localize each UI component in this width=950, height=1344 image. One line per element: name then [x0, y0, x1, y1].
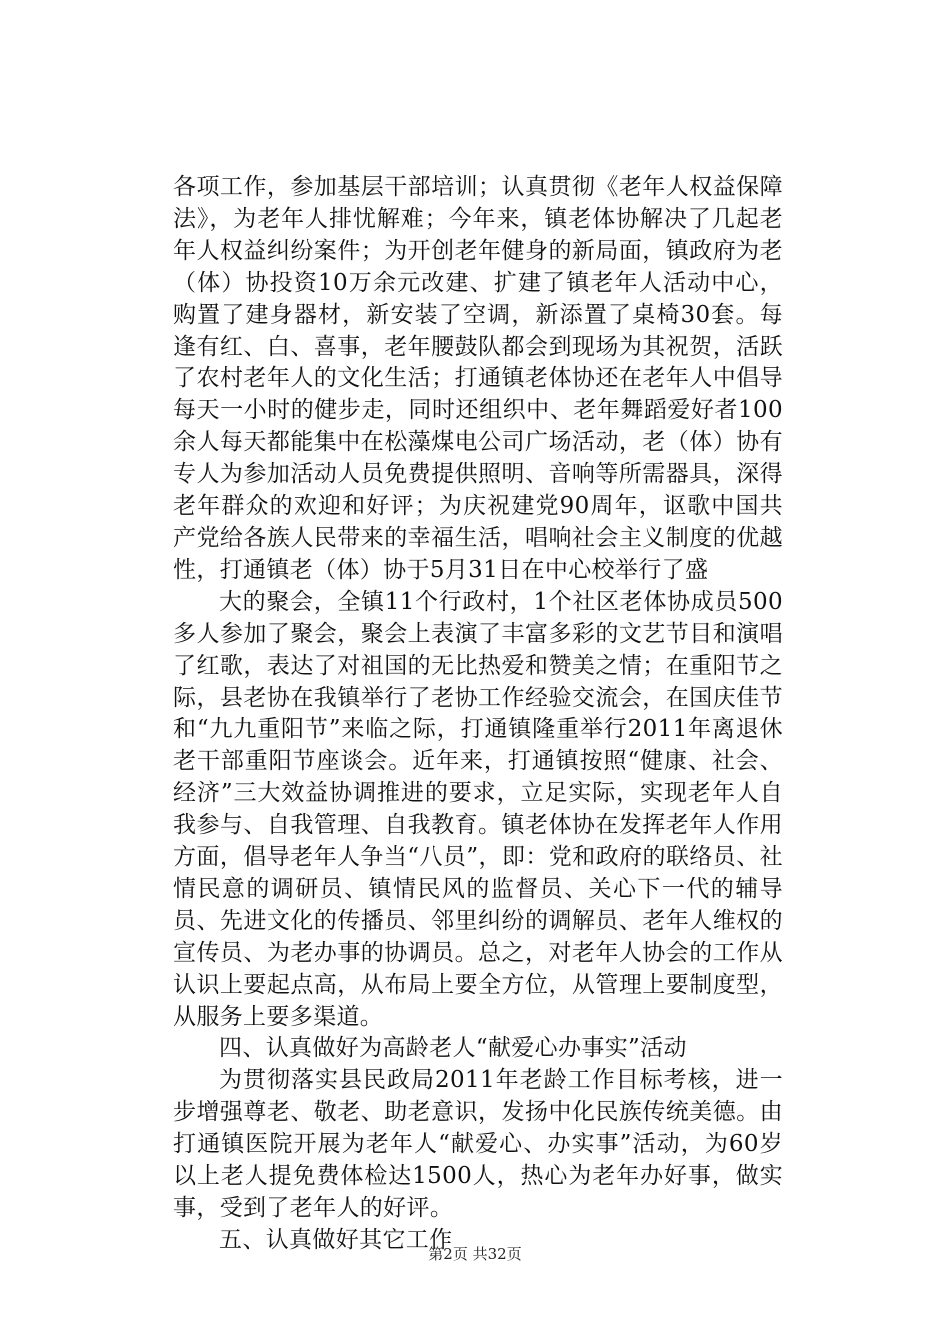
paragraph-2: 大的聚会，全镇11个行政村，1个社区老体协成员500多人参加了聚会，聚会上表演了丰富多彩的文艺节目和演唱了红歌，表达了对祖国的无比热爱和赞美之情；在重阳节之际，县老协在我镇举行了老协工作经验交流会，在国庆佳节和“九九重阳节”来临之际，打通镇隆重举行2011年离退休老干部重阳节座谈会。近年来，打通镇按照“健康、社会、经济”三大效益协调推进的要求，立足实际，实现老年人自我参与、自我管理、自我教育。镇老体协在发挥老年人作用方面，倡导老年人争当“八员”，即：党和政府的联络员、社情民意的调研员、镇情民风的监督员、关心下一代的辅导员、先进文化的传播员、邻里纠纷的调解员、老年人维权的宣传员、为老办事的协调员。总之，对老年人协会的工作从认识上要起点高，从布局上要全方位，从管理上要制度型，从服务上要多渠道。 — [173, 588, 783, 1030]
section-heading-4: 四、认真做好为高龄老人“献爱心办事实”活动 — [219, 1035, 687, 1062]
paragraph-3: 为贯彻落实县民政局2011年老龄工作目标考核，进一步增强尊老、敬老、助老意识，发扬中化民族传统美德。由打通镇医院开展为老年人“献爱心、办实事”活动，为60岁以上老人提免费体检达1500人，热心为老年办好事，做实事，受到了老年人的好评。 — [173, 1067, 783, 1221]
paragraph-1: 各项工作，参加基层干部培训；认真贯彻《老年人权益保障法》，为老年人排忧解难；今年来，镇老体协解决了几起老年人权益纠纷案件；为开创老年健身的新局面，镇政府为老（体）协投资10万余元改建、扩建了镇老年人活动中心，购置了建身器材，新安装了空调，新添置了桌椅30套。每逢有红、白、喜事，老年腰鼓队都会到现场为其祝贺，活跃了农村老年人的文化生活；打通镇老体协还在老年人中倡导每天一小时的健步走，同时还组织中、老年舞蹈爱好者100余人每天都能集中在松藻煤电公司广场活动，老（体）协有专人为参加活动人员免费提供照明、音响等所需器具，深得老年群众的欢迎和好评；为庆祝建党90周年，讴歌中国共产党给各族人民带来的幸福生活，唱响社会主义制度的优越性，打通镇老（体）协于5月31日在中心校举行了盛 — [173, 174, 783, 583]
page-number-footer: 第2页 共32页 — [428, 1245, 522, 1263]
section-heading-5: 五、认真做好其它工作 — [219, 1226, 453, 1253]
document-body — [173, 172, 783, 1257]
